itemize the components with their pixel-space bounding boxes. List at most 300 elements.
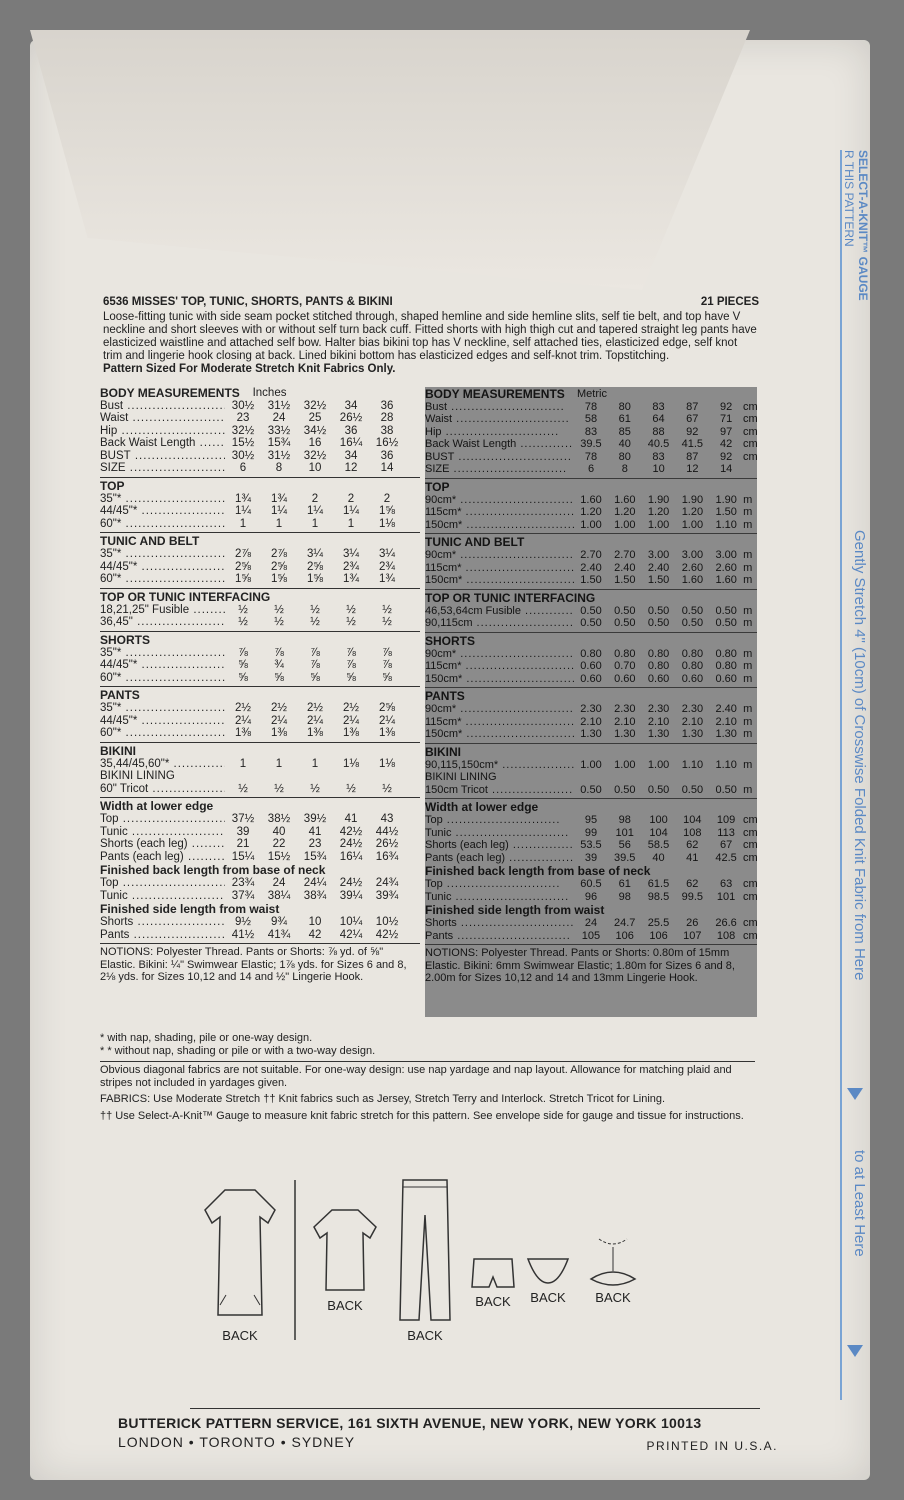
cell-value: 24 bbox=[272, 877, 286, 889]
cell-value: 40 bbox=[272, 825, 286, 838]
cell-value: 34 bbox=[344, 399, 358, 412]
row-label: 36,45" ..... bbox=[100, 616, 225, 629]
cell-value: 104 bbox=[649, 826, 668, 839]
cell-value: 1 bbox=[275, 517, 283, 530]
footer-rule bbox=[190, 1408, 760, 1409]
body-measurements-section bbox=[100, 386, 420, 478]
cell-value: 2 bbox=[347, 492, 355, 505]
cell-value: ½ bbox=[238, 616, 248, 628]
row-label: Waist ..... bbox=[100, 412, 225, 425]
table-row bbox=[100, 493, 420, 506]
cell-value: 33½ bbox=[267, 424, 291, 437]
cell-value: 0.80 bbox=[681, 660, 704, 672]
cell-value: 80 bbox=[618, 450, 631, 463]
cell-value: 0.80 bbox=[715, 660, 737, 672]
cell-value: ½ bbox=[274, 616, 284, 628]
cell-value: 0.50 bbox=[614, 783, 636, 796]
finished-measurements-section bbox=[425, 799, 757, 945]
cell-value: 36 bbox=[344, 424, 358, 437]
cell-value: 1.30 bbox=[614, 728, 636, 740]
unit-title: Inches bbox=[239, 387, 287, 399]
cell-value: ⅞ bbox=[382, 646, 392, 659]
cell-value bbox=[709, 771, 743, 784]
cell-value: 24½ bbox=[339, 838, 363, 850]
cell-value: 62 bbox=[686, 878, 699, 890]
cell-value: 2½ bbox=[235, 702, 251, 714]
cell-value: ½ bbox=[310, 603, 320, 616]
cell-value: 37¾ bbox=[231, 889, 255, 902]
cell-value: 1.10 bbox=[715, 758, 737, 771]
unit-label: cm bbox=[742, 425, 758, 438]
cell-value: 21 bbox=[236, 838, 250, 850]
cell-value: 1¼ bbox=[343, 505, 359, 517]
cell-value: 104 bbox=[683, 814, 702, 826]
cell-value: 53.5 bbox=[580, 839, 602, 851]
publisher-address: BUTTERICK PATTERN SERVICE, 161 SIXTH AVENUE, NEW YORK, NEW YORK 10013 bbox=[118, 1415, 702, 1431]
row-label: Pants ..... bbox=[425, 930, 574, 943]
row-label: Top ..... bbox=[100, 813, 225, 826]
divider-line bbox=[292, 1180, 298, 1343]
yardage-section bbox=[100, 743, 420, 799]
cell-value: 2 bbox=[311, 492, 319, 505]
section-title: BIKINI bbox=[425, 744, 461, 759]
table-row bbox=[100, 672, 420, 685]
cell-value: 107 bbox=[683, 929, 702, 942]
cell-value: 39.5 bbox=[614, 851, 636, 864]
cell-value: 109 bbox=[716, 814, 736, 826]
yardage-section bbox=[425, 479, 757, 535]
cell-value: 1.30 bbox=[715, 728, 737, 740]
cell-value: 2.30 bbox=[681, 703, 704, 715]
cell-value: 2¼ bbox=[343, 714, 359, 727]
bikini-bottom-back-figure bbox=[525, 1253, 571, 1305]
cell-value: 24¾ bbox=[375, 877, 399, 889]
table-row bbox=[100, 450, 420, 463]
cell-value: 1¾ bbox=[235, 492, 251, 505]
cell-value: 101 bbox=[615, 826, 634, 839]
cell-value: 2.70 bbox=[614, 549, 636, 561]
cell-value: 40 bbox=[652, 851, 665, 864]
table-row bbox=[425, 673, 757, 686]
cell-value: 2.10 bbox=[647, 715, 670, 728]
cell-value: 1.30 bbox=[580, 728, 602, 740]
cell-value: 0.50 bbox=[580, 604, 602, 617]
table-row bbox=[100, 412, 420, 425]
cell-value: 15¾ bbox=[267, 437, 291, 449]
notions-text: NOTIONS: Polyester Thread. Pants or Shorts: ⅞ yd. of ⅝" Elastic. Bikini: ¼" Swimwear Elastic; 1⅞ yds. for Sizes 6 and 8, 2⅛ yds. for Sizes 10,12 and 14 and ½" Lingerie Hook. bbox=[100, 946, 407, 983]
unit-label: m bbox=[743, 672, 753, 685]
cell-value: ⅝ bbox=[310, 671, 320, 684]
cell-value: 24 bbox=[272, 412, 286, 424]
cell-value bbox=[225, 770, 261, 783]
cell-value: 28 bbox=[380, 412, 394, 424]
cell-value bbox=[574, 771, 608, 784]
yardage-section bbox=[425, 590, 757, 633]
cell-value: 101 bbox=[716, 890, 736, 903]
table-row bbox=[425, 401, 757, 414]
unit-label: m bbox=[743, 703, 753, 715]
cell-value: 23¾ bbox=[231, 877, 255, 889]
cell-value: 8 bbox=[275, 462, 283, 474]
table-row bbox=[425, 438, 757, 451]
cell-value: 39 bbox=[236, 825, 250, 838]
table-row bbox=[425, 814, 757, 827]
cell-value: 12 bbox=[686, 463, 699, 475]
cell-value: 1.30 bbox=[681, 728, 704, 740]
cell-value: 1⅜ bbox=[271, 727, 287, 739]
unit-label: m bbox=[743, 728, 753, 740]
cell-value: ⅞ bbox=[346, 659, 356, 671]
unit-label: cm bbox=[742, 826, 758, 839]
cell-value: 1¼ bbox=[235, 505, 251, 517]
row-label: 35,44/45,60"* ..... bbox=[100, 758, 225, 771]
section-title: Finished back length from base of neck bbox=[100, 863, 326, 877]
row-label: 35"* ..... bbox=[100, 647, 225, 660]
row-label: 44/45"* ..... bbox=[100, 659, 225, 672]
cell-value: 1 bbox=[311, 757, 319, 770]
cell-value: 1.90 bbox=[681, 493, 704, 506]
cell-value: 0.50 bbox=[580, 783, 602, 796]
cell-value: 32½ bbox=[303, 399, 327, 412]
cell-value: 25 bbox=[308, 412, 322, 424]
cell-value: 3.00 bbox=[715, 549, 737, 561]
unit-label: m bbox=[743, 574, 753, 586]
cell-value: 2.10 bbox=[580, 715, 602, 728]
row-label: 44/45"* ..... bbox=[100, 505, 225, 518]
table-row bbox=[100, 929, 420, 942]
cell-value: 39 bbox=[584, 851, 598, 864]
row-label: 35"* ..... bbox=[100, 702, 225, 715]
row-label: 44/45"* ..... bbox=[100, 561, 225, 574]
row-label: 90,115,150cm* ..... bbox=[425, 759, 574, 772]
row-label: Top ..... bbox=[425, 878, 574, 891]
unit-label bbox=[743, 463, 757, 476]
unit-label: cm bbox=[742, 890, 758, 903]
cell-value: 105 bbox=[581, 929, 601, 942]
cell-value: 41.5 bbox=[681, 438, 703, 450]
unit-label: cm bbox=[742, 929, 758, 942]
cell-value: ½ bbox=[346, 603, 356, 616]
table-row bbox=[100, 838, 420, 851]
cell-value: 1 bbox=[239, 757, 247, 770]
cell-value: 60.5 bbox=[580, 878, 602, 890]
cell-value: 1 bbox=[347, 517, 355, 530]
cell-value: 92 bbox=[719, 450, 733, 463]
cell-value: 16¼ bbox=[339, 437, 363, 449]
cell-value: 2.30 bbox=[580, 703, 602, 715]
yardage-section bbox=[100, 533, 420, 589]
section-title: PANTS bbox=[100, 688, 140, 702]
table-row bbox=[425, 562, 757, 575]
cell-value: ½ bbox=[238, 603, 248, 616]
cell-value: 0.50 bbox=[681, 604, 704, 617]
cell-value: 0.50 bbox=[647, 783, 670, 796]
cell-value: 67 bbox=[719, 839, 733, 851]
table-row bbox=[425, 930, 757, 943]
cell-value: 36 bbox=[380, 399, 394, 412]
cell-value: 87 bbox=[686, 400, 699, 413]
cell-value: 62 bbox=[686, 839, 699, 851]
yardage-section bbox=[100, 687, 420, 743]
section-title: TUNIC AND BELT bbox=[425, 535, 525, 549]
cell-value: 2½ bbox=[307, 702, 323, 714]
sizing-note: Pattern Sized For Moderate Stretch Knit Fabrics Only. bbox=[103, 363, 396, 375]
section-title: BIKINI bbox=[100, 743, 136, 758]
row-label: 60"* ..... bbox=[100, 573, 225, 586]
cell-value: 0.50 bbox=[647, 604, 670, 617]
table-row bbox=[425, 463, 757, 476]
table-row bbox=[425, 852, 757, 865]
row-label: Pants ..... bbox=[100, 929, 225, 942]
cell-value bbox=[676, 771, 710, 784]
cell-value: 42½ bbox=[375, 928, 399, 941]
unit-label: m bbox=[743, 506, 753, 518]
unit-label: cm bbox=[742, 438, 758, 450]
shorts-back-figure bbox=[470, 1255, 516, 1309]
yardage-section bbox=[425, 744, 757, 800]
row-label: Back Waist Length ..... bbox=[100, 437, 225, 450]
cell-value: 1.10 bbox=[681, 758, 704, 771]
cell-value: 2⅝ bbox=[235, 560, 251, 573]
table-row bbox=[100, 727, 420, 740]
cell-value: 12 bbox=[344, 462, 358, 474]
table-row bbox=[100, 770, 420, 783]
pants-back-figure bbox=[395, 1175, 455, 1343]
back-label: BACK bbox=[475, 1294, 511, 1309]
cell-value: 1⅛ bbox=[343, 757, 359, 770]
cell-value: ½ bbox=[310, 782, 320, 795]
cell-value: 2¼ bbox=[307, 714, 323, 727]
cell-value: 1.60 bbox=[715, 574, 737, 586]
cell-value: 36 bbox=[380, 449, 394, 462]
row-label: 35"* ..... bbox=[100, 548, 225, 561]
finished-measurements-section bbox=[100, 798, 420, 944]
cell-value: 2.40 bbox=[614, 561, 636, 574]
unit-title: Metric bbox=[564, 388, 607, 400]
cell-value: 2.60 bbox=[681, 561, 704, 574]
cell-value: 39¾ bbox=[375, 889, 399, 902]
fabrics-note: FABRICS: Use Moderate Stretch †† Knit fabrics such as Jersey, Stretch Terry and Interlock. Stretch Tricot for Lining. bbox=[100, 1093, 666, 1105]
cell-value: ½ bbox=[274, 782, 284, 795]
table-row bbox=[425, 771, 757, 784]
cell-value: 1.90 bbox=[715, 493, 737, 506]
cell-value: ¾ bbox=[274, 659, 284, 671]
table-row bbox=[425, 451, 757, 464]
cell-value: 92 bbox=[719, 400, 733, 413]
cell-value: 32½ bbox=[231, 424, 255, 437]
unit-label: m bbox=[743, 493, 753, 506]
cell-value: 0.80 bbox=[614, 647, 636, 660]
table-row bbox=[425, 617, 757, 630]
cell-value: 16 bbox=[308, 437, 322, 449]
cell-value: 38½ bbox=[267, 813, 291, 825]
row-label: 35"* ..... bbox=[100, 493, 225, 506]
row-label: 150cm* ..... bbox=[425, 728, 574, 741]
cell-value: 0.80 bbox=[580, 647, 602, 660]
cell-value: 2⅞ bbox=[235, 548, 251, 560]
cell-value: 2.60 bbox=[715, 561, 737, 574]
cell-value: 26½ bbox=[375, 838, 399, 850]
cell-value: 1⅝ bbox=[271, 573, 287, 585]
unit-label: m bbox=[743, 518, 753, 531]
row-label: Tunic ..... bbox=[425, 827, 574, 840]
cell-value: 92 bbox=[686, 425, 699, 438]
cell-value: 2.40 bbox=[580, 561, 602, 574]
cell-value: 16¾ bbox=[375, 850, 399, 863]
cell-value: 1.60 bbox=[681, 574, 704, 586]
cell-value: ½ bbox=[274, 603, 284, 616]
table-row bbox=[100, 425, 420, 438]
table-row bbox=[100, 400, 420, 413]
table-row bbox=[425, 519, 757, 532]
cell-value: 8 bbox=[621, 463, 628, 475]
cell-value: 85 bbox=[618, 425, 631, 438]
cell-value: 10 bbox=[652, 463, 665, 475]
gauge-to-text: to at Least Here bbox=[851, 1150, 868, 1257]
cell-value: 2⅞ bbox=[271, 548, 287, 560]
cell-value: 15¾ bbox=[303, 850, 327, 863]
row-label: Shorts (each leg) ..... bbox=[100, 838, 225, 851]
cell-value: 98 bbox=[618, 814, 631, 826]
cell-value: 9½ bbox=[235, 916, 251, 928]
yardage-section bbox=[425, 633, 757, 689]
cell-value: 1.00 bbox=[580, 758, 602, 771]
section-title: Width at lower edge bbox=[100, 799, 214, 813]
cell-value: 56 bbox=[618, 839, 631, 851]
cell-value: 78 bbox=[584, 450, 598, 463]
cell-value: 1.20 bbox=[647, 506, 670, 518]
cell-value: 2.30 bbox=[614, 703, 636, 715]
cell-value: 87 bbox=[686, 450, 699, 463]
cell-value: ⅞ bbox=[382, 659, 392, 671]
cell-value: 78 bbox=[584, 400, 598, 413]
cell-value: ⅝ bbox=[382, 671, 392, 684]
unit-label: m bbox=[743, 617, 753, 629]
cell-value: ⅝ bbox=[238, 659, 248, 671]
cell-value: 1.50 bbox=[580, 574, 602, 586]
cell-value: 43 bbox=[380, 813, 394, 825]
cell-value: 61.5 bbox=[647, 878, 670, 890]
gauge-stretch-text: Gently Stretch 4" (10cm) of Crosswise Folded Knit Fabric from Here bbox=[851, 530, 868, 981]
cell-value: 2⅝ bbox=[271, 560, 287, 573]
cell-value: 2.10 bbox=[715, 715, 737, 728]
cell-value: 42¼ bbox=[339, 928, 363, 941]
cell-value: 67 bbox=[686, 413, 699, 425]
cell-value: 14 bbox=[380, 462, 394, 474]
cell-value: 42.5 bbox=[715, 851, 737, 864]
cell-value: ⅝ bbox=[346, 671, 356, 684]
cell-value: 99.5 bbox=[681, 890, 703, 903]
cell-value: 71 bbox=[719, 413, 733, 425]
cell-value: 26.6 bbox=[715, 917, 737, 929]
cell-value: 1.50 bbox=[614, 574, 636, 586]
row-label: 60" Tricot ..... bbox=[100, 783, 225, 796]
cell-value: 106 bbox=[615, 929, 634, 942]
table-row bbox=[425, 426, 757, 439]
cell-value: 1⅜ bbox=[235, 727, 251, 739]
table-row bbox=[425, 413, 757, 426]
row-label: 18,21,25" Fusible ..... bbox=[100, 604, 225, 617]
cell-value: 10½ bbox=[375, 916, 399, 928]
cell-value: 16¼ bbox=[339, 850, 363, 863]
table-row bbox=[100, 758, 420, 771]
unit-label: cm bbox=[742, 839, 758, 851]
table-row bbox=[425, 891, 757, 904]
cell-value: 41½ bbox=[231, 928, 255, 941]
gauge-note: †† Use Select-A-Knit™ Gauge to measure knit fabric stretch for this pattern. See envelope side for gauge and tissue for instructions. bbox=[100, 1109, 744, 1122]
cell-value: 24¼ bbox=[303, 877, 327, 889]
cell-value bbox=[608, 771, 642, 784]
cell-value: 25.5 bbox=[647, 917, 670, 929]
table-row bbox=[425, 506, 757, 519]
cell-value: 0.50 bbox=[614, 617, 636, 629]
table-row bbox=[425, 494, 757, 507]
table-row bbox=[100, 813, 420, 826]
unit-label: cm bbox=[742, 413, 758, 425]
table-row bbox=[425, 648, 757, 661]
cell-value: 26 bbox=[686, 917, 699, 929]
cell-value: 2½ bbox=[271, 702, 287, 714]
cell-value: 6 bbox=[587, 463, 595, 475]
row-label: 150cm Tricot ..... bbox=[425, 784, 574, 797]
section-title: Width at lower edge bbox=[425, 800, 539, 814]
unit-label: cm bbox=[742, 917, 758, 929]
cell-value: 2 bbox=[383, 492, 391, 505]
table-row bbox=[100, 561, 420, 574]
cell-value: 2⅝ bbox=[307, 560, 323, 573]
row-label: 150cm* ..... bbox=[425, 673, 574, 686]
cell-value: 3¼ bbox=[379, 548, 395, 560]
table-row bbox=[425, 759, 757, 772]
cell-value bbox=[297, 770, 333, 783]
table-row bbox=[100, 573, 420, 586]
cell-value: 61 bbox=[618, 878, 631, 890]
cell-value: 31½ bbox=[267, 449, 291, 462]
table-row bbox=[100, 505, 420, 518]
cell-value: 1.20 bbox=[614, 506, 636, 518]
cell-value: 1.00 bbox=[614, 518, 636, 531]
cell-value: 26½ bbox=[339, 412, 363, 424]
cell-value: ⅞ bbox=[310, 659, 320, 671]
row-label: 60"* ..... bbox=[100, 672, 225, 685]
cell-value: 1.20 bbox=[681, 506, 704, 518]
table-row bbox=[100, 890, 420, 903]
cell-value: 34 bbox=[344, 449, 358, 462]
section-heading bbox=[100, 387, 420, 400]
row-label: Back Waist Length ..... bbox=[425, 438, 574, 451]
cell-value: 2¾ bbox=[379, 560, 395, 573]
table-row bbox=[425, 703, 757, 716]
row-label: Hip ..... bbox=[100, 425, 225, 438]
cell-value: ⅞ bbox=[310, 646, 320, 659]
notions-text: NOTIONS: Polyester Thread. Pants or Shorts: 0.80m of 15mm Elastic. Bikini: 6mm Swimwear Elastic; 1.80m for Sizes 6 and 8, 2.00m for Sizes 10,12 and 14 and 13mm Lingerie Hook. bbox=[425, 947, 735, 984]
table-row bbox=[100, 783, 420, 796]
cell-value: 15½ bbox=[267, 850, 291, 863]
cell-value: 37½ bbox=[231, 813, 255, 825]
row-label: 115cm* ..... bbox=[425, 716, 574, 729]
cell-value: 44½ bbox=[375, 825, 399, 838]
cell-value: 1⅝ bbox=[235, 573, 251, 585]
metric-table bbox=[425, 387, 757, 1017]
cell-value: 38¼ bbox=[267, 889, 291, 902]
cell-value: 3.00 bbox=[647, 549, 670, 561]
cell-value: 1¾ bbox=[343, 573, 359, 585]
cell-value: 31½ bbox=[267, 399, 291, 412]
cell-value: 42 bbox=[719, 438, 733, 450]
cell-value: 88 bbox=[652, 425, 665, 438]
pattern-description: Loose-fitting tunic with side seam pocket stitched through, shaped hemline and side hemline slits, self tie belt, and top have V neckline and short sleeves with or without self turn back cuff. Fitted shorts with high thigh cut and tapered straight leg pants have elasticized waistline and attached self bow. Halter bias bikini top has V neckline, self attached ties, elasticized edge, self knot trim and lingerie hook closing at back. Lined bikini bottom has elasticized edges and self-knot trim. Topstitching. bbox=[103, 311, 757, 362]
select-a-knit-gauge bbox=[840, 150, 892, 1400]
